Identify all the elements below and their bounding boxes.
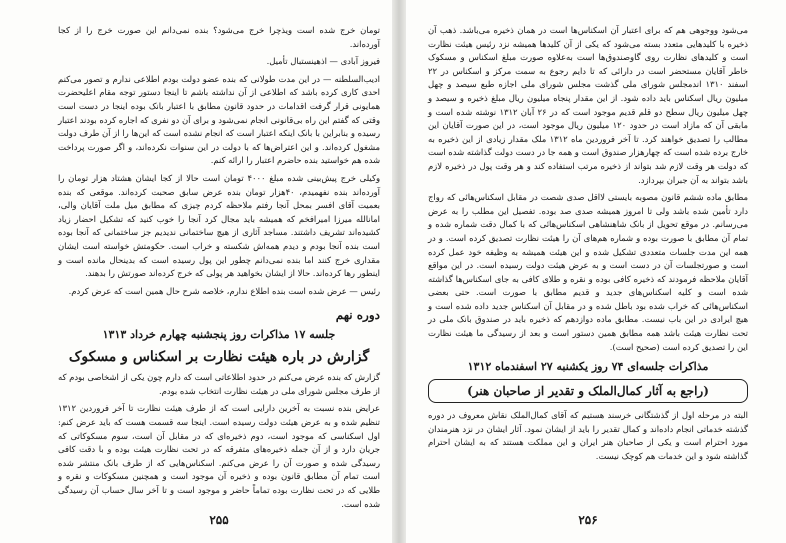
session-heading: جلسه ۱۷ مذاکرات روز پنجشنبه چهارم خرداد ۱۳۱۳ <box>102 328 336 342</box>
paragraph: ادیب‌السلطنه — در این مدت طولانی که بنده عضو دولت بودم اطلاعی ندارم و تصور می‌کنم احدی کاری کرده باشد که اطلاعی از آن نداشته باشم تا اینجا دستور توجه مقام اعلیحضرت همایونی قرار گرفت اقدامات در حدود قانون مطابق با اعتبار بانک بوده اینجا در دست است وقتی که گفتم این راه بی‌قانونی انجام نمی‌شود و برای آن دو نفری که اجاره کرده بودند اعتبار رسیده و بنابراین با بانک اینکه اعتبار است که انجام نشده است که این‌ها را از آن طرف دولت مشغول کرده‌اند. و این اعتراض‌ها که با دولت در این سنوات نکرده‌اند، و اگر صورت پرداخت شده هم خواستید بنده حاضرم اعتبار را ارائه کنم. <box>58 73 380 166</box>
left-page <box>58 22 380 527</box>
paragraph: گزارش که بنده عرض می‌کنم در حدود اطلاعاتی است که دارم چون یکی از اشخاصی بودم که از طرف مجلس شورای ملی در هیئت نظارت انتخاب شده بودم. <box>58 372 380 396</box>
session-heading: مذاکرات جلسه‌ای ۷۴ روز یکشنبه ۲۷ اسفندماه ۱۳۱۲ <box>467 360 709 374</box>
paragraph: می‌شود ووجوهی هم که برای اعتبار آن اسکناس‌ها است در همان ذخیره می‌باشد. ذهب آن ذخیره با کلید‌هایی متعدد بسته می‌شود که یکی از آن کلیدها همیشه نزد رئیس هیئت نظارت است و کلیدهای نظارت روی گاوصندوق‌ها است به‌علاوه صورت مبلغ اسکناس و مسکوک خاطر آقایان مستحضر است در دارائی که تا دایم رجوع به سمت مرکز و اسکناس در ۲۲ اسفند ۱۳۱۰ اندمجلس شورای ملی گذشت مجلس شورای ملی اجازه طبع سیصد و چهل میلیون ریال اسکناس باید داده شود. از این مقدار پنجاه میلیون ریال مبلغ ذخیره و سیصد و چهل میلیون ریال سطح دو قلم قدیم موجود است که در ۲۶ آبان ۱۳۱۲ نوشته شده است و مابقی آن که مازاد است در حدود ۱۲۰ میلیون ریال موجود است، در این صورت آقایان این مطالب را تصدیق خواهند کرد. تا آخر فروردین ماه ۱۳۱۲ ملک مقدار زیادی از این ذخیره به خارج برده شده است که چهارهزار صندوق است و همه جا در دست دولت گذاشته شده است که دولت هر وقت لازم شد بتواند از ذخیره مرتب استفاده کند و هر وقت پول در ذخیره لازم باشد بتواند به آن جبران بپردازد. <box>428 25 748 185</box>
paragraph: تومان خرج شده است ویذچرا خرج می‌شود؟ بنده نمی‌دانم این صورت خرج را از کجا آورده‌اند. <box>58 25 380 49</box>
page-number: ۲۵۶ <box>578 513 598 527</box>
paragraph: رئیس — عرض شده است بنده اطلاع ندارم، خلاصه شرح حال همین است که عرض کردم. <box>68 285 380 296</box>
paragraph: وکیلی خرج پیش‌بینی شده مبلغ ۴۰۰۰ تومان است حالا از کجا ایشان هشتاد هزار تومان را آورده‌اند بنده نفهمیدم، ۴۰هزار تومان بنده عرض سابق صحبت کرده‌اند. موقعی که بنده بعمیت آقای افسر بمحل آنجا رفتم ملاحظه کردم چیزی که مطابق میل ملت آقایان والی، امانالله میرزا امیرافخم که همیشه باید مجال کرد آنجا را خوب کنید که تشکیل احضار زیاد کشیده‌اند تشریف داشتند. مساجد آثاری از هیچ ساختمانی ندیدیم جز ساختمانی که آنجا بوده است بنده آنجا بودم و دیدم همه‌اش شکسته و خراب است. حکومتش خواسته است ایشان مقداری خرج کنند اما بنده نمی‌دانم چطور این پول رسیده است که بدینحال مانده است و اینطور رها کرده‌اند. حالا از ایشان بخواهید هر پولی که خرج کرده‌اند صورتش را بدهند. <box>58 172 380 279</box>
paragraph: البته در مرحله اول از گذشتگانی خرسند هستیم که آقای کمال‌الملک نقاش معروف در دوره گذشته خدماتی انجام داده‌اند و کمال تقدیر را باید از ایشان نمود. آثار ایشان در نزد هنرمندان مورد احترام است و یکی از صاحبان هنر ایران و این مملکت هستند که به ایشان احترام گذاشته شود و این خدمات هم کوچک نیست. <box>428 410 748 462</box>
right-page <box>428 22 748 527</box>
paragraph: مطابق ماده ششم قانون مصوبه بایستی لااقل صدی شصت در مقابل اسکناس‌هائی که رواج دارد تأمین شده باشد ولی تا امروز همیشه صدی صد بوده. تفصیل این مطلب را به عرض می‌رسانم. در موقع تحویل از بانک شاهنشاهی اسکناس‌هائی که با کمال دقت شماره شده و تمام آن مطابق با صورت بوده و شماره هم‌های آن را هیئت نظارت تصدیق کرده است. و در همه این مدت جلسات متعددی تشکیل شده و این هیئت همیشه به وظیفه خود عمل کرده است و صورتجلسات آن در دست است و به عرض هیئت دولت رسیده است. در این مواقع آقایان ملاحظه فرمودند که ذخیره کافی بوده و نقره و طلای کافی به جای اسکناس‌ها گذاشته شده است و کلیه اسکناس‌های جدید و قدیم مطابق با صورت است. حتی بعضی اسکناس‌هائی که خراب شده بود باطل شده و در مقابل آن اسکناس جدید داده شده است و هیچ ایرادی در این باب نیست. مطابق ماده دوازدهم که ذخیره باید در صندوق بانک ملی در تحت نظارت هیئت باشد همه مطابق همین دستور است و بعد از رسیدگی ما هیئت نظارت این را تصدیق کرده است (صحیح است). <box>428 192 748 352</box>
book-gutter <box>392 0 406 543</box>
paragraph: عرایض بنده نسبت به آخرین دارایی است که از طرف هیئت نظارت تا آخر فروردین ۱۳۱۲ تنظیم شده و به عرض هیئت دولت رسیده است. اینجا سه قسمت هست که باید عرض کنم: اول اسکناسی که موجود است، دوم ذخیره‌ای که در مقابل آن است، سوم مسکوکاتی که جریان دارد و از آن جمله ذخیره‌های متفرقه که در تحت نظارت هیئت بوده و با دقت کافی رسیدگی شده و صورت آن را عرض می‌کنم. اسکناس‌هایی که از طرف بانک منتشر شده است تمام آن مطابق قانون بوده و ذخیره آن موجود است و همچنین مسکوکات و نقره و طلایی که در تحت نظارت بوده تماماً حاضر و موجود است و تا آخر سال حساب آن رسیدگی شده است. <box>58 403 380 509</box>
report-title: گزارش در باره هیئت نظارت بر اسکناس و مسکوک <box>68 349 370 366</box>
page-number: ۲۵۵ <box>209 513 229 527</box>
session-title: دوره نهم <box>335 308 380 323</box>
speaker-line: فیروز آبادی — اذهینستبال تأمیل. <box>266 56 380 67</box>
boxed-title: (راجع به آثار کمال‌الملک و تقدیر از صاحبان هنر) <box>428 379 748 403</box>
